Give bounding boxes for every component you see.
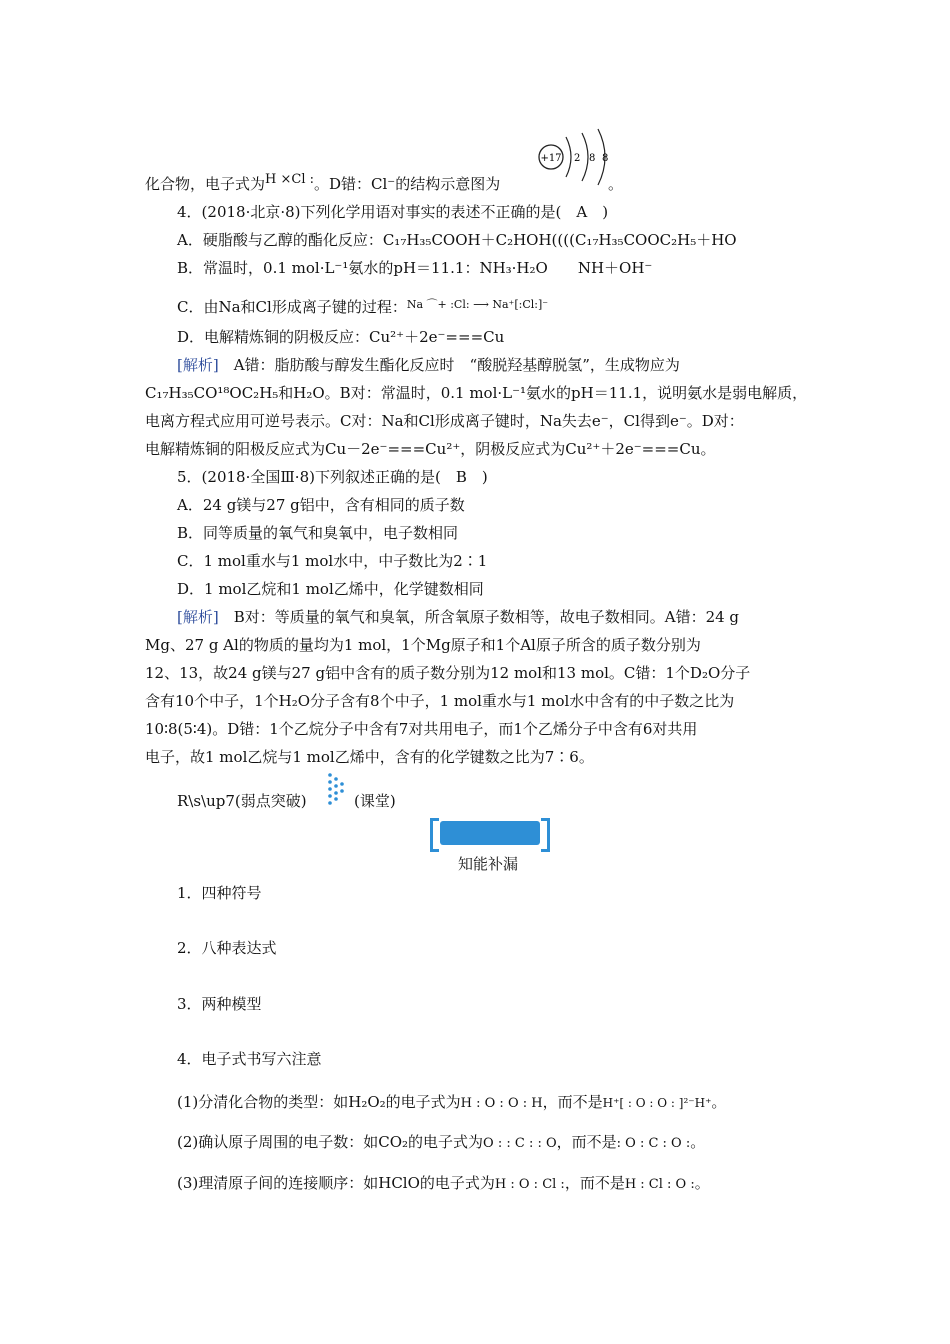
shell-2-label: 8 [589, 153, 596, 164]
q5-option-c: C．1 mol重水与1 mol水中，中子数比为2∶1 [177, 552, 488, 570]
cl-ion-structure-diagram [536, 125, 616, 190]
note-3: (3)理清原子间的连接顺序：如HClO的电子式为H : O : Cl :，而不是H : Cl : O :。 [177, 1174, 710, 1192]
q4-analysis-line-2: C₁₇H₃₅CO¹⁸OC₂H₅和H₂O。B对：常温时，0.1 mol·L⁻¹氨水的pH＝11.1，说明氨水是弱电解质， [145, 384, 808, 402]
q5-stem: 5．(2018·全国Ⅲ·8)下列叙述正确的是( B ) [177, 468, 488, 486]
item-3: 3．两种模型 [177, 995, 262, 1013]
co2-electron-formula: O : : C : : O [483, 1136, 557, 1151]
q5-analysis-line-3: 12、13，故24 g镁与27 g铝中含有的质子数分别为12 mol和13 mol。C错：1个D₂O分子 [145, 664, 751, 682]
section-banner [430, 818, 550, 848]
section-label: R\s\up7(弱点突破) [177, 792, 307, 810]
intro-line: 化合物，电子式为H ×Cl :。D错：Cl⁻的结构示意图为 [145, 172, 501, 193]
intro-end: 。 [608, 175, 624, 193]
q4-option-c: C．由Na和Cl形成离子键的过程：$^{Na ⌒+ :Cl: ⟶ Na^+[:Cl:]^-}$ [177, 298, 549, 316]
q5-option-a: A．24 g镁与27 g铝中，含有相同的质子数 [177, 496, 465, 514]
q5-option-d: D．1 mol乙烷和1 mol乙烯中，化学键数相同 [177, 580, 484, 598]
hclo-electron-formula: H : O : Cl : [494, 1177, 565, 1192]
hclo-wrong-formula: H : Cl : O : [624, 1177, 695, 1192]
q4-analysis-line-1: [解析] A错：脂肪酸与醇发生酯化反应时 “酸脱羟基醇脱氢”，生成物应为 [177, 356, 680, 374]
q4-option-b: B．常温时，0.1 mol·L⁻¹氨水的pH＝11.1：NH₃·H₂O NH＋OH⁻ [177, 259, 653, 277]
q5-option-b: B．同等质量的氧气和臭氧中，电子数相同 [177, 524, 459, 542]
banner-caption: 知能补漏 [458, 855, 519, 873]
banner-left-bracket [430, 818, 439, 852]
nucleus-label: +17 [540, 153, 562, 164]
note-2: (2)确认原子周围的电子数：如CO₂的电子式为O : : C : : O，而不是: O : C : O :。 [177, 1133, 706, 1151]
h2o2-electron-formula: H : O : O : H [460, 1096, 543, 1111]
q4-option-a: A．硬脂酸与乙醇的酯化反应：C₁₇H₃₅COOH＋C₂HOH((((C₁₇H₃₅COOC₂H₅＋HO [177, 231, 737, 249]
h2o2-wrong-formula: H⁺[ : O : O : ]²⁻H⁺ [602, 1096, 712, 1110]
q5-analysis-line-5: 10∶8(5∶4)。D错：1个乙烷分子中含有7对共用电子，而1个乙烯分子中含有6对共用 [145, 720, 698, 738]
item-4: 4．电子式书写六注意 [177, 1050, 322, 1068]
note-1: (1)分清化合物的类型：如H₂O₂的电子式为H : O : O : H，而不是H⁺[ : O : O : ]²⁻H⁺。 [177, 1093, 727, 1111]
banner-right-bracket [541, 818, 550, 852]
shell-3-label: 8 [602, 153, 609, 164]
q4-analysis-line-4: 电解精炼铜的阳极反应式为Cu－2e⁻===Cu²⁺，阴极反应式为Cu²⁺＋2e⁻===Cu。 [145, 440, 716, 458]
q5-analysis-line-1: [解析] B对：等质量的氧气和臭氧，所含氧原子数相等，故电子数相同。A错：24 g [177, 608, 740, 626]
analysis-tag: [解析] [177, 356, 219, 374]
q4-stem: 4．(2018·北京·8)下列化学用语对事实的表述不正确的是( A ) [177, 203, 609, 221]
q5-analysis-line-4: 含有10个中子，1个H₂O分子含有8个中子，1 mol重水与1 mol水中含有的中子数之比为 [145, 692, 735, 710]
hcl-electron-formula: H ×Cl : [265, 172, 314, 187]
item-1: 1．四种符号 [177, 884, 262, 902]
triangle-dots-icon [327, 772, 347, 806]
shell-1-label: 2 [574, 153, 581, 164]
q4-analysis-line-3: 电离方程式应用可逆号表示。C对：Na和Cl形成离子键时，Na失去e⁻，Cl得到e⁻。D对： [145, 412, 744, 430]
co2-wrong-formula: : O : C : O : [616, 1136, 691, 1151]
q5-analysis-line-6: 电子，故1 mol乙烷与1 mol乙烯中，含有的化学键数之比为7∶6。 [145, 748, 594, 766]
banner-bar [440, 821, 540, 845]
q5-analysis-line-2: Mg、27 g Al的物质的量均为1 mol，1个Mg原子和1个Al原子所含的质子数分别为 [145, 636, 701, 654]
nacl-formation-formula: Na ⌒+ :Cl: ⟶ Na⁺[:Cl:]⁻ [406, 298, 549, 311]
q4-option-d: D．电解精炼铜的阴极反应：Cu²⁺＋2e⁻===Cu [177, 328, 505, 346]
analysis-tag: [解析] [177, 608, 219, 626]
section-ketang: (课堂) [354, 792, 396, 810]
item-2: 2．八种表达式 [177, 939, 277, 957]
